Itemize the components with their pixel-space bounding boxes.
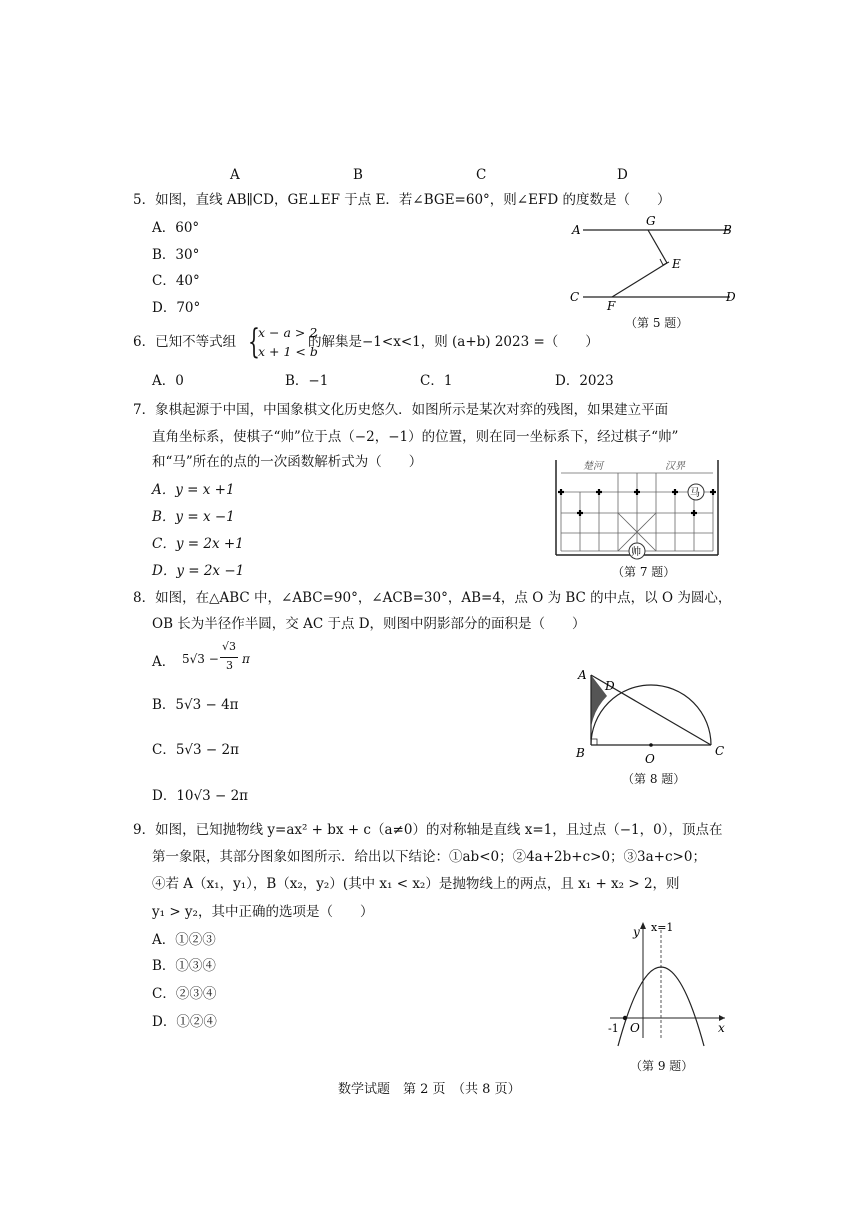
q9-line-3: ④若 A（x₁，y₁），B（x₂，y₂）(其中 x₁ < x₂）是抛物线上的两点，且 x₁ + x₂ > 2，则 (152, 876, 680, 892)
q5-caption: （第 5 题） (625, 316, 689, 330)
q9-line-1: 9．如图，已知抛物线 y=ax² + bx + c（a≠0）的对称轴是直线 x=1，且过点（−1，0），顶点在 (133, 822, 723, 838)
q8-option-a: A． 5√3 − √3 3 π (152, 640, 250, 672)
q7-line-1: 7．象棋起源于中国，中国象棋文化历史悠久．如图所示是某次对弈的残图，如果建立平面 (133, 402, 669, 418)
q7-shuai-text: 帅 (631, 547, 641, 558)
prev-option-label-a: A (230, 167, 240, 183)
q6-prefix: 6．已知不等式组 (133, 334, 237, 350)
q7-caption: （第 7 题） (612, 565, 676, 579)
prev-option-label-d: D (617, 167, 628, 183)
q8-line-1: 8．如图，在△ABC 中，∠ABC=90°，∠ACB=30°，AB=4，点 O 为 BC 的中点，以 O 为圆心， (133, 590, 732, 606)
q5-label-c: C (570, 290, 580, 304)
q7-chessboard-figure (553, 455, 723, 565)
prev-option-label-b: B (353, 167, 363, 183)
q7-line-3: 和“马”所在的点的一次函数解析式为（ ） (152, 454, 423, 470)
q9-label-axis: x=1 (651, 921, 674, 934)
q6-option-b: B．−1 (285, 373, 329, 389)
q9-option-c: C．②③④ (152, 986, 217, 1002)
q5-option-d: D．70° (152, 300, 201, 316)
q9-option-b: B．①③④ (152, 958, 216, 974)
q5-stem: 5．如图，直线 AB∥CD，GE⊥EF 于点 E．若∠BGE=60°，则∠EFD 的度数是（ ） (133, 192, 671, 208)
q8-label-c: C (715, 744, 725, 758)
q6-inequality-2: x + 1 < b (258, 344, 318, 359)
q5-label-d: D (726, 290, 736, 304)
q9-line-4: y₁ > y₂，其中正确的选项是（ ） (152, 904, 374, 920)
q9-caption: （第 9 题） (630, 1059, 694, 1073)
q8-option-d: D．10√3 − 2π (152, 788, 249, 804)
q8-figure (570, 665, 735, 770)
q9-label-y: y (633, 925, 640, 939)
q6-inequality-1: x − a > 2 (258, 325, 318, 340)
q9-line-2: 第一象限，其部分图象如图所示．给出以下结论：①ab<0；②4a+2b+c>0；③3a+c>0； (152, 849, 706, 865)
q7-river-left: 楚河 (583, 461, 603, 472)
q5-figure (560, 210, 750, 310)
q5-label-f: F (607, 299, 616, 310)
q9-label-neg1: -1 (608, 1022, 619, 1035)
q5-label-b: B (723, 223, 732, 237)
q5-option-b: B．30° (152, 247, 200, 263)
q7-line-2: 直角坐标系，使棋子“帅”位于点（−2，−1）的位置，则在同一坐标系下，经过棋子“帅” (152, 429, 679, 445)
q5-option-a: A．60° (152, 220, 200, 236)
q5-label-e: E (672, 257, 681, 271)
q7-option-b: B．y = x −1 (152, 509, 235, 525)
page-footer: 数学试题 第 2 页 （共 8 页） (338, 1082, 521, 1097)
q6-system-brace: { (248, 322, 260, 362)
q5-label-g: G (646, 214, 656, 228)
q8-label-o: O (645, 752, 655, 766)
q8-label-a: A (578, 668, 587, 682)
q9-option-d: D．①②④ (152, 1014, 217, 1030)
q8-label-b: B (576, 746, 585, 760)
q8-label-d: D (605, 679, 615, 693)
prev-option-label-c: C (476, 167, 487, 183)
q9-label-x: x (718, 1021, 725, 1035)
q9-option-a: A．①②③ (152, 932, 216, 948)
q7-option-d: D．y = 2x −1 (152, 563, 245, 579)
q6-suffix: 的解集是−1<x<1，则 (a+b) 2023 =（ ） (308, 334, 599, 350)
q6-option-c: C．1 (420, 373, 453, 389)
q7-ma-text: 马 (690, 488, 700, 499)
q5-option-c: C．40° (152, 273, 200, 289)
q8-option-b: B．5√3 − 4π (152, 697, 239, 713)
q9-parabola-figure (600, 918, 735, 1048)
q8-caption: （第 8 题） (622, 772, 686, 786)
q7-option-a: A．y = x +1 (152, 482, 235, 498)
q9-label-o: O (630, 1021, 640, 1035)
q6-option-d: D．2023 (555, 373, 614, 389)
q6-option-a: A．0 (152, 373, 184, 389)
q8-option-c: C．5√3 − 2π (152, 742, 239, 758)
q8-line-2: OB 长为半径作半圆，交 AC 于点 D，则图中阴影部分的面积是（ ） (152, 616, 586, 632)
q7-option-c: C．y = 2x +1 (152, 536, 244, 552)
q7-river-right: 汉界 (665, 461, 685, 472)
q5-label-a: A (572, 223, 581, 237)
